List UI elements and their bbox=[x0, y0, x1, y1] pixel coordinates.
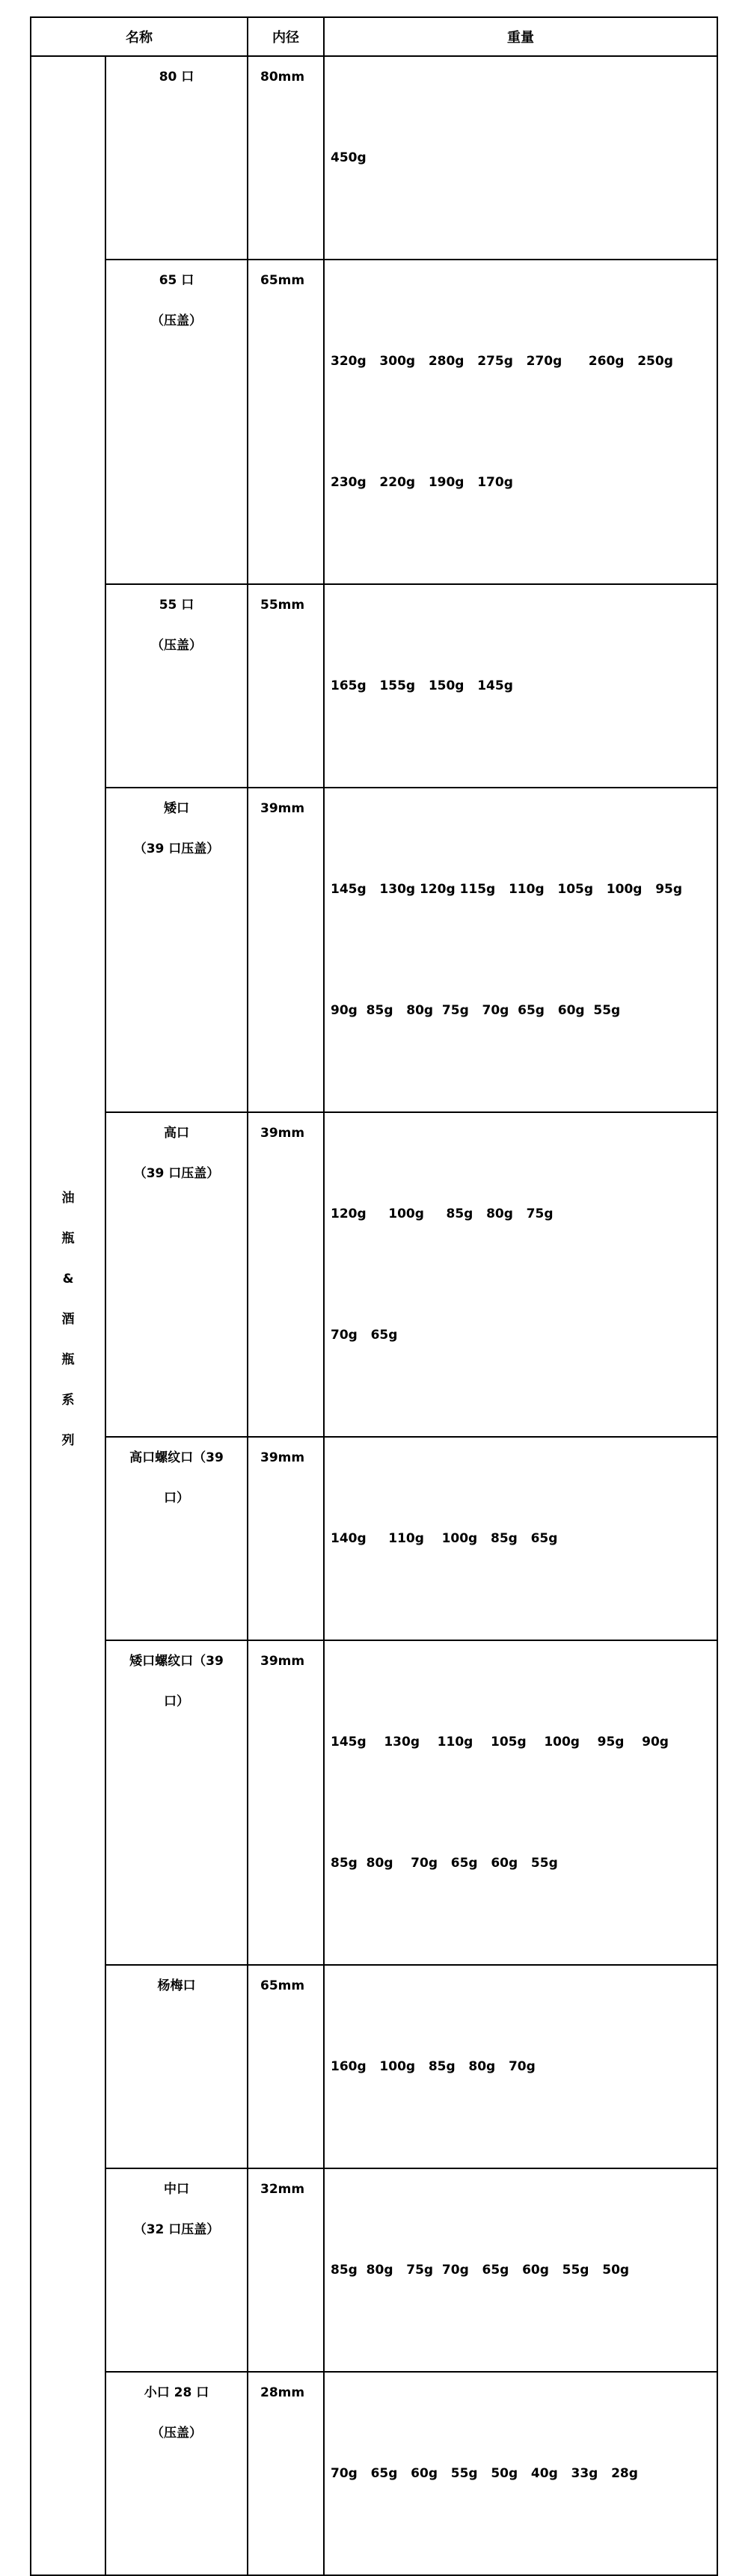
weights-line: 70g 65g bbox=[331, 1328, 398, 1343]
weights-line: 145g 130g 120g 115g 110g 105g 100g 95g bbox=[331, 882, 683, 897]
row-name bbox=[105, 260, 248, 584]
row-weights bbox=[324, 1112, 717, 1437]
row-weights bbox=[324, 260, 717, 584]
row-diameter: 80mm bbox=[248, 56, 324, 260]
row-name bbox=[105, 56, 248, 260]
weights-line: 70g 65g 60g 55g 50g 40g 33g 28g bbox=[331, 2466, 638, 2481]
header-name: 名称 bbox=[31, 17, 248, 56]
series-label-char: & bbox=[62, 1272, 74, 1287]
table-row bbox=[31, 584, 717, 788]
series-label-char: 酒 bbox=[61, 1312, 75, 1327]
series-label-char: 油 bbox=[61, 1191, 75, 1206]
weights-line: 90g 85g 80g 75g 70g 65g 60g 55g bbox=[331, 1003, 621, 1018]
weights-line: 85g 80g 75g 70g 65g 60g 55g 50g bbox=[331, 2263, 630, 2278]
series-label-cell bbox=[31, 56, 105, 2575]
table-row bbox=[31, 1965, 717, 2168]
table-row bbox=[31, 1437, 717, 1640]
weights-line: 120g 100g 85g 80g 75g bbox=[331, 1206, 554, 1221]
row-weights bbox=[324, 788, 717, 1112]
row-name bbox=[105, 2168, 248, 2372]
row-name-line: （32 口压盖） bbox=[133, 2222, 220, 2237]
row-name-line: （39 口压盖） bbox=[133, 841, 220, 856]
row-name-line: （压盖） bbox=[151, 2426, 202, 2441]
row-diameter: 65mm bbox=[248, 1965, 324, 2168]
table-row bbox=[31, 2372, 717, 2575]
row-name-line: 高口 bbox=[164, 1126, 189, 1141]
row-name-line: （39 口压盖） bbox=[133, 1166, 220, 1181]
row-diameter: 39mm bbox=[248, 1112, 324, 1437]
row-name bbox=[105, 1640, 248, 1965]
bottle-spec-table bbox=[30, 16, 718, 2576]
weights-line: 320g 300g 280g 275g 270g 260g 250g bbox=[331, 354, 673, 369]
weights-line: 145g 130g 110g 105g 100g 95g 90g bbox=[331, 1735, 669, 1749]
row-name-line: （压盖） bbox=[151, 313, 202, 328]
row-name-line: 矮口螺纹口（39 bbox=[129, 1654, 224, 1669]
row-name bbox=[105, 2372, 248, 2575]
row-name-line: （压盖） bbox=[151, 638, 202, 653]
table-row bbox=[31, 56, 717, 260]
row-diameter: 32mm bbox=[248, 2168, 324, 2372]
row-weights bbox=[324, 2168, 717, 2372]
row-diameter: 28mm bbox=[248, 2372, 324, 2575]
row-name-line: 65 口 bbox=[159, 273, 194, 288]
row-weights bbox=[324, 2372, 717, 2575]
row-name bbox=[105, 788, 248, 1112]
series-label-char: 瓶 bbox=[61, 1231, 75, 1246]
table-row bbox=[31, 1112, 717, 1437]
header-row bbox=[31, 17, 717, 56]
header-diameter: 内径 bbox=[248, 17, 324, 56]
row-name bbox=[105, 1112, 248, 1437]
series-label-char: 瓶 bbox=[61, 1352, 75, 1367]
row-diameter: 39mm bbox=[248, 1640, 324, 1965]
table-row bbox=[31, 1640, 717, 1965]
weights-line: 85g 80g 70g 65g 60g 55g bbox=[331, 1856, 558, 1871]
weights-line: 140g 110g 100g 85g 65g bbox=[331, 1531, 558, 1546]
row-weights bbox=[324, 584, 717, 788]
row-name-line: 高口螺纹口（39 bbox=[129, 1450, 224, 1465]
row-weights bbox=[324, 1437, 717, 1640]
series-label-char: 系 bbox=[61, 1393, 75, 1408]
row-weights bbox=[324, 1640, 717, 1965]
row-name bbox=[105, 1965, 248, 2168]
weights-line: 160g 100g 85g 80g 70g bbox=[331, 2059, 536, 2074]
row-name-line: 中口 bbox=[164, 2182, 189, 2197]
weights-line: 230g 220g 190g 170g bbox=[331, 475, 513, 490]
row-name-line: 口） bbox=[164, 1694, 189, 1709]
weights-line: 165g 155g 150g 145g bbox=[331, 678, 513, 693]
table-row bbox=[31, 260, 717, 584]
row-diameter: 55mm bbox=[248, 584, 324, 788]
row-diameter: 65mm bbox=[248, 260, 324, 584]
table-row bbox=[31, 788, 717, 1112]
row-name-line: 55 口 bbox=[159, 598, 194, 613]
table-row bbox=[31, 2168, 717, 2372]
row-name-line: 80 口 bbox=[159, 70, 194, 85]
row-diameter: 39mm bbox=[248, 1437, 324, 1640]
row-weights bbox=[324, 56, 717, 260]
series-label bbox=[62, 1178, 75, 1461]
weights-line: 450g bbox=[331, 150, 367, 165]
row-name-line: 杨梅口 bbox=[157, 1978, 196, 1993]
series-label-char: 列 bbox=[61, 1433, 75, 1448]
row-name-line: 口） bbox=[164, 1491, 189, 1506]
row-diameter: 39mm bbox=[248, 788, 324, 1112]
row-name-line: 小口 28 口 bbox=[144, 2385, 209, 2400]
row-weights bbox=[324, 1965, 717, 2168]
row-name-line: 矮口 bbox=[164, 801, 189, 816]
row-name bbox=[105, 584, 248, 788]
header-weight: 重量 bbox=[324, 17, 717, 56]
row-name bbox=[105, 1437, 248, 1640]
